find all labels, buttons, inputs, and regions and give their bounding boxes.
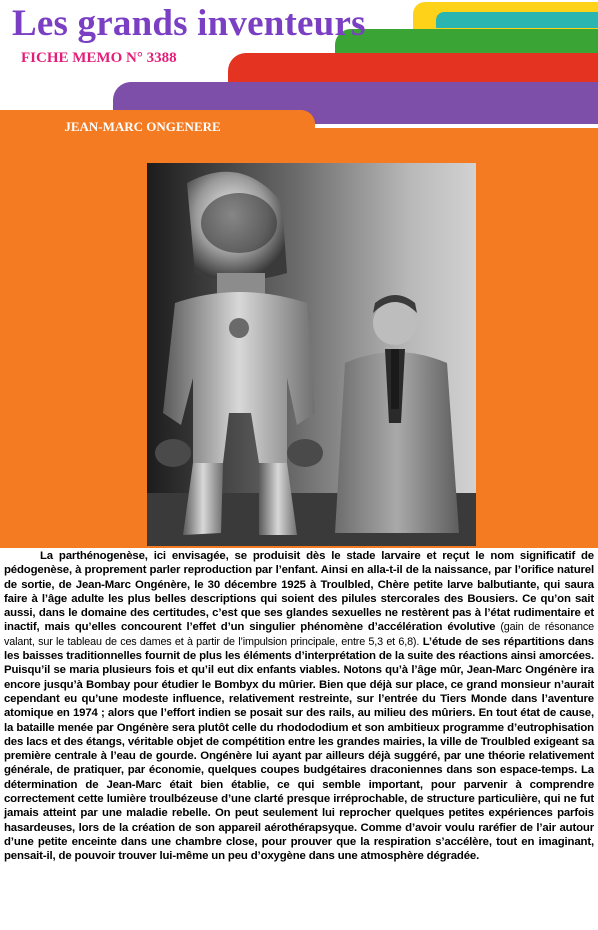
name-tab bbox=[0, 110, 285, 162]
article-text-part1: La parthénogenèse, ici envisagée, se produisit dès le stade larvaire et reçut le nom significatif de pédogenèse, à proprement parler reproduction par l’enfant. Ainsi en alla-t-il de la naissance, par l’orifice naturel de sortie, de Jean-Marc Ongénère, le 30 décembre 1925 à Troulbled, Chère petite larve balbutiante, qui saura faire à l’âge adulte les plus belles descriptions qui soient des pilules stercorales des Bousiers. Ce qu’on sait aussi, dans le domaine des certitudes, c’est que ses glandes sexuelles ne restèrent pas à l’état rudimentaire et inactif, mais qu’elles concourent l’effet d’un singulier phénomène d’accélération évolutive bbox=[4, 550, 594, 634]
memo-number: FICHE MEMO N° 3388 bbox=[21, 50, 177, 66]
page-title: Les grands inventeurs bbox=[12, 3, 366, 44]
name-tab-corner bbox=[285, 110, 315, 162]
article-body bbox=[4, 549, 594, 864]
decor-band-teal bbox=[436, 12, 598, 28]
inventor-photo bbox=[147, 163, 476, 546]
inventor-name: JEAN-MARC ONGENERE bbox=[64, 119, 221, 134]
article-text-part3: L’étude de ses répartitions dans les baisses traditionnelles fournit de plus les éléments d’interprétation de la suite des réactions ainsi amorcées. Puisqu’il se maria plusieurs fois et qu’il eut dix enfants viables. Notons qu’à l’âge mûr, Jean-Marc Ongénère ira encore jusqu’à Bombay pour étudier le Bombyx du mûrier. Bien que déjà sur place, ce grand monsieur n’aurait cependant eu qu’une modeste influence, relativement restreinte, sur l’entrée du Tiers Monde dans l’aventure atomique en 1974 ; alors que l’effort indien se posait sur des rails, au milieu des mûriers. En tout état de cause, la bataille menée par Ongénère sera plutôt celle du rhodododium et son ambitieux programme d’eutrophisation des lacs et des étangs, véritable objet de compétition entre les grandes mairies, la ville de Troulbled exigeant sa première centrale à l’eau de gourde. Ongénère lui ayant par ailleurs déjà suggéré, par une théorie relativement générale, de pratiquer, par économie, quelques coupes budgétaires draconiennes dans son espace-temps. La détermination de Jean-Marc était bien établie, ce qui semble important, pour parvenir à comprendre correctement cette lumière troulbézeuse d’une clarté presque irréprochable, de structure particulière, qui ne fut jamais atteint par une maladie rebelle. On peut seulement lui reprocher quelques petites expériences parfois hasardeuses, lors de la création de son appareil aérothérapsyque. Comme d’avoir voulu raréfier de l’air autour d’une petite enceinte dans une chambre close, pour prouver que la respiration s’accélère, tout en imaginant, pensait-il, de pouvoir trouver lui-même un peu d’oxygène dans une atmosphère dégradée. bbox=[4, 635, 594, 863]
article-text-note: (gain de résonance valant, sur le tableau de ces dames et à partir de l’impulsion principale, entre 5,3 et 6,8). bbox=[4, 621, 594, 648]
photo-space-suit-icon bbox=[147, 163, 476, 546]
